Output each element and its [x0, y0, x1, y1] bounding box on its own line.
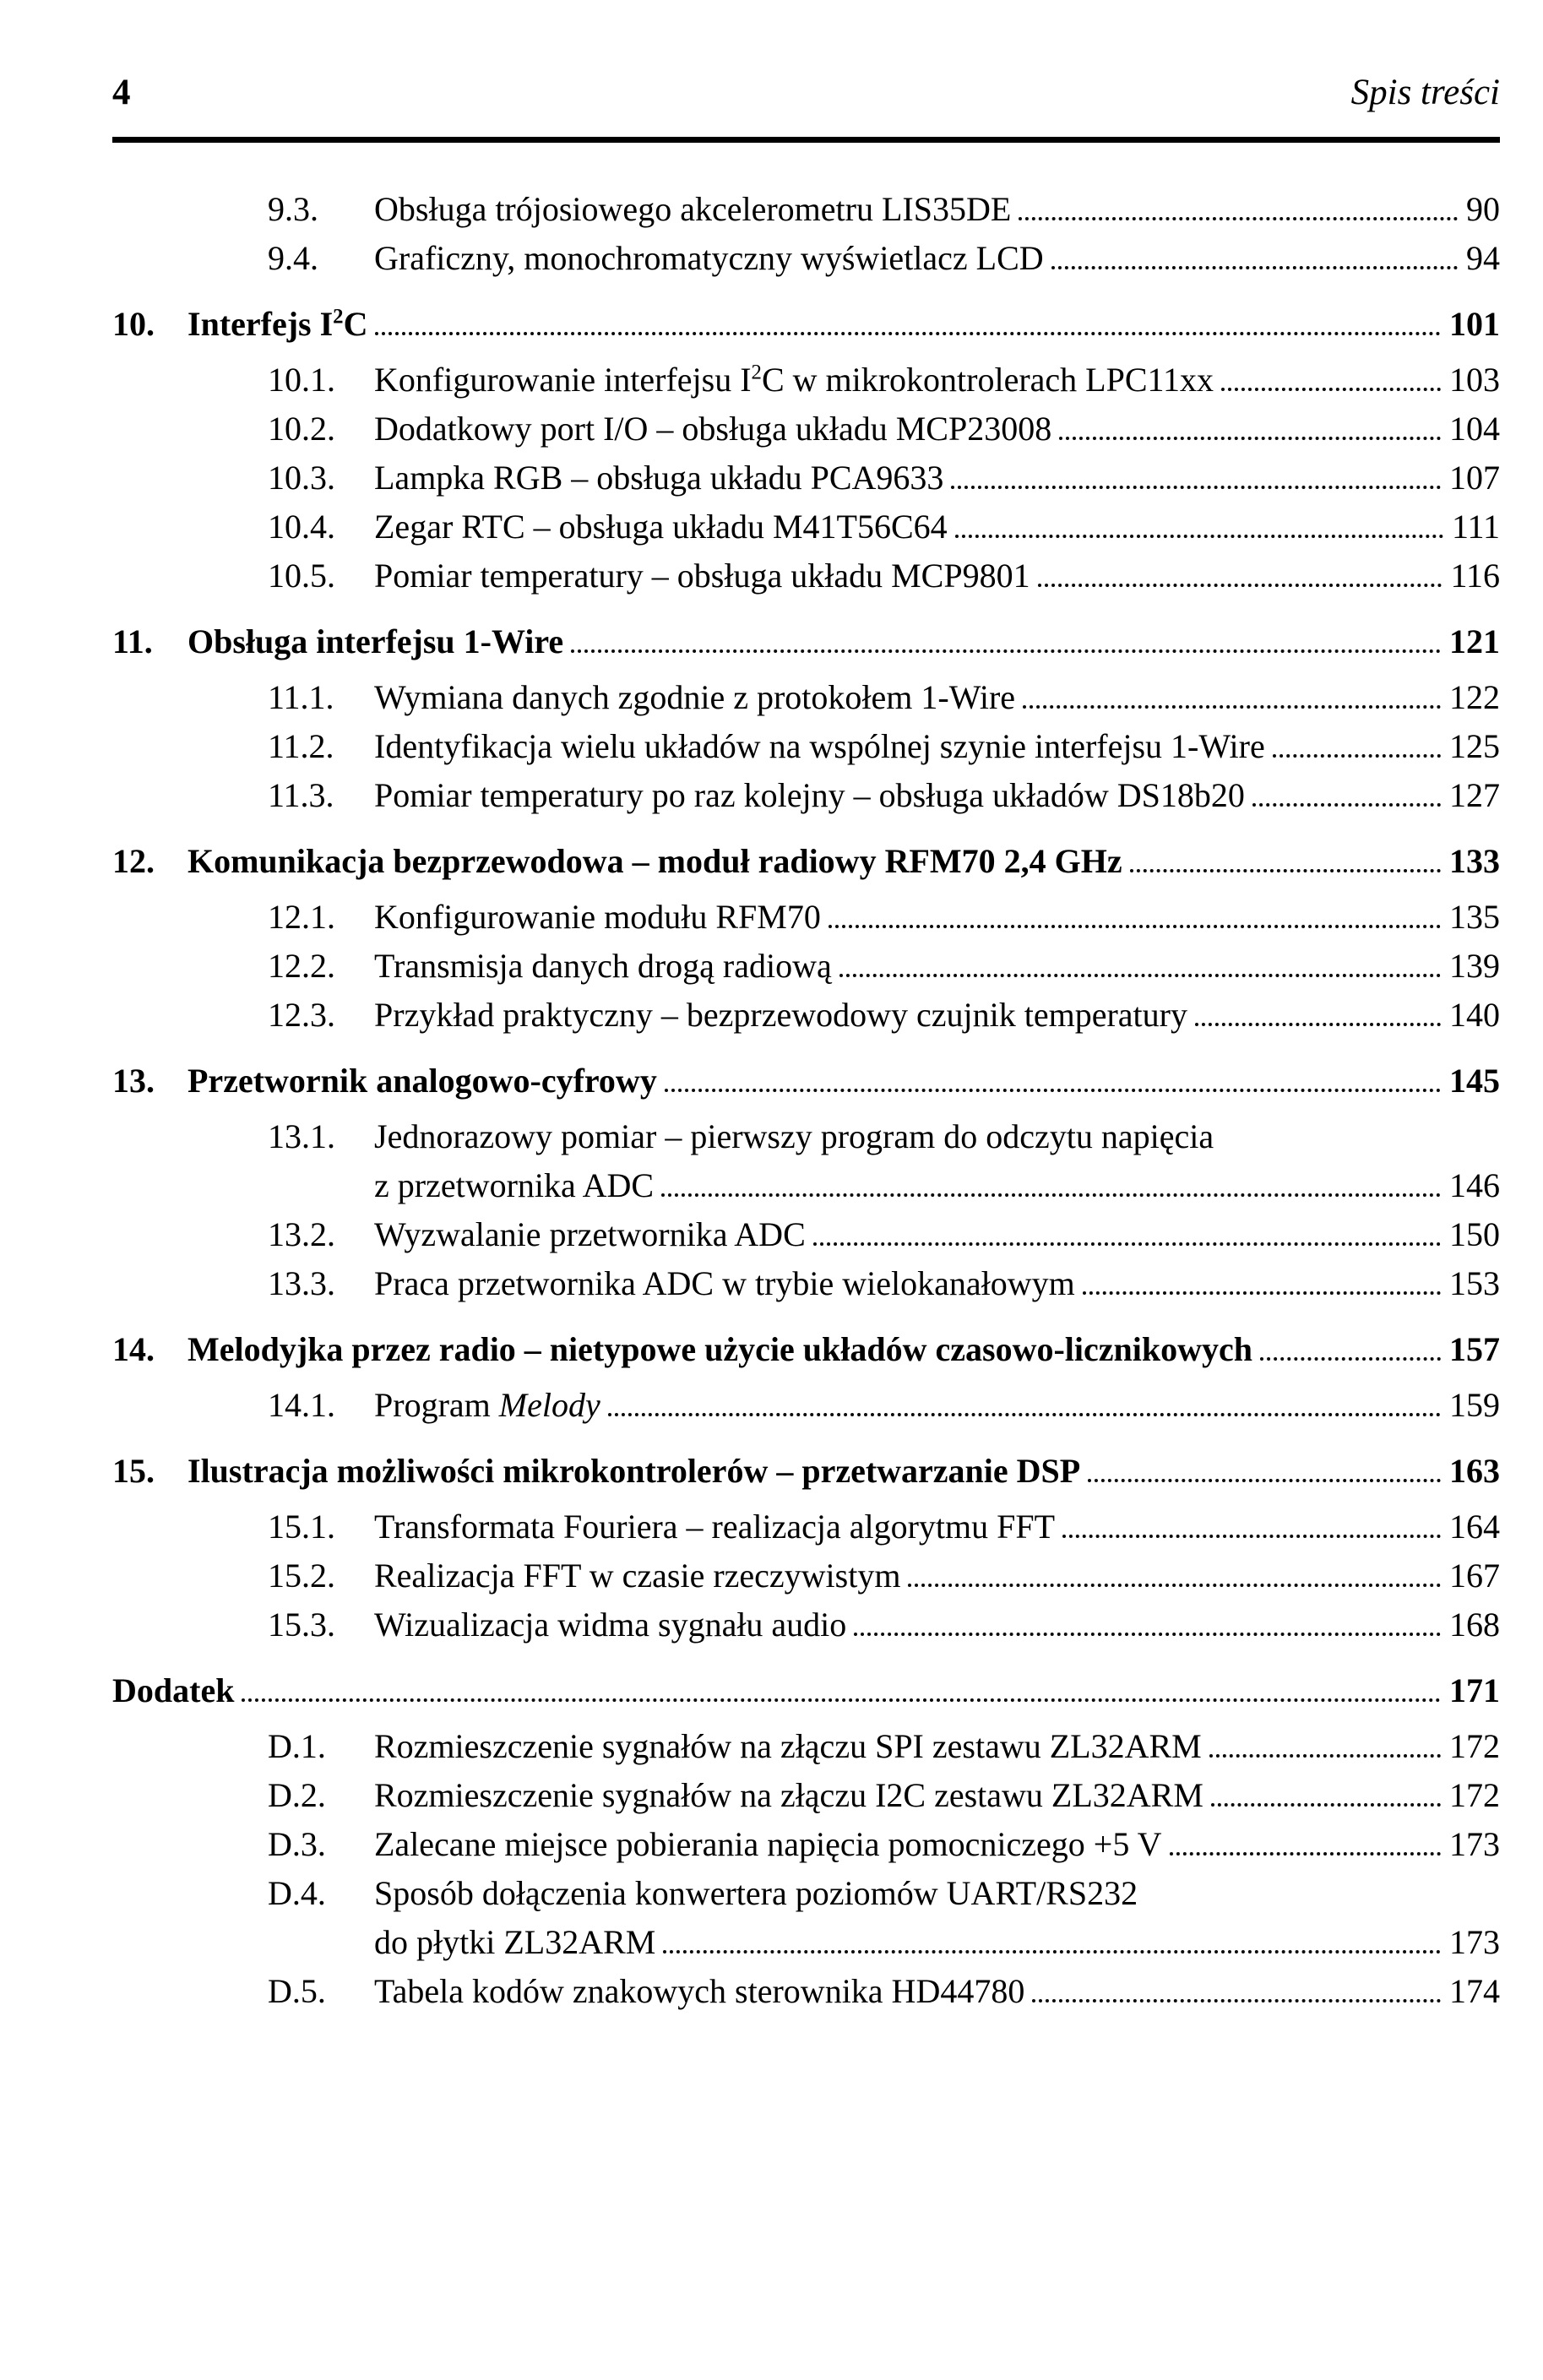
dot-leader	[665, 1089, 1441, 1092]
entry-number: 12.2.	[268, 947, 335, 985]
header-rule	[112, 137, 1500, 143]
entry-title: Interfejs $I^2C$	[187, 305, 368, 343]
dot-leader	[1088, 1479, 1441, 1482]
entry-title: do płytki ZL32ARM	[374, 1923, 656, 1961]
entry-title: Obsługa interfejsu 1-Wire	[187, 622, 564, 660]
entry-page: 146	[1449, 1166, 1500, 1204]
toc-entry	[112, 1061, 1500, 1113]
entry-title: Graficzny, monochromatyczny wyświetlacz LCD	[374, 239, 1044, 277]
toc-entry	[112, 1263, 1500, 1312]
toc-entry	[112, 726, 1500, 775]
dot-leader	[1059, 437, 1441, 440]
toc-entry	[112, 1605, 1500, 1654]
dot-leader	[1051, 266, 1458, 269]
entry-page: 127	[1449, 776, 1500, 814]
entry-number: 12.1.	[268, 898, 335, 936]
entry-number: D.3.	[268, 1825, 326, 1863]
entry-page: 167	[1449, 1557, 1500, 1595]
entry-page: 101	[1449, 305, 1500, 343]
dot-leader	[1260, 1357, 1441, 1361]
dot-leader	[1209, 1754, 1441, 1758]
dot-leader	[955, 535, 1443, 538]
entry-page: 163	[1449, 1452, 1500, 1490]
toc-entry	[112, 1775, 1500, 1824]
entry-title: Dodatek	[112, 1671, 235, 1709]
entry-page: 107	[1449, 459, 1500, 497]
page-header	[112, 73, 1500, 112]
entry-number: 11.3.	[268, 776, 334, 814]
entry-title: Transformata Fouriera – realizacja algorytmu FFT	[374, 1508, 1056, 1546]
entry-title: Rozmieszczenie sygnałów na złączu SPI zestawu ZL32ARM	[374, 1727, 1202, 1765]
toc-entry	[112, 556, 1500, 605]
entry-title: Tabela kodów znakowych sterownika HD44780	[374, 1972, 1025, 2010]
entry-title: Jednorazowy pomiar – pierwszy program do odczytu napięcia	[374, 1117, 1214, 1155]
entry-number: 12.3.	[268, 996, 335, 1034]
entry-number: 10.2.	[268, 410, 335, 448]
toc-entry	[112, 1166, 1500, 1214]
toc-entry	[112, 1971, 1500, 2020]
toc-entry	[112, 1873, 1500, 1922]
dot-leader	[854, 1633, 1441, 1636]
entry-page: 125	[1449, 727, 1500, 765]
entry-title: Rozmieszczenie sygnałów na złączu I2C zestawu ZL32ARM	[374, 1776, 1203, 1814]
toc-entry	[112, 360, 1500, 409]
entry-page: 168	[1449, 1606, 1500, 1644]
toc-entry	[112, 622, 1500, 674]
toc-entry	[112, 1671, 1500, 1723]
entry-title: Komunikacja bezprzewodowa – moduł radiowy RFM70 2,4 GHz	[187, 842, 1122, 880]
toc-entry	[112, 1385, 1500, 1434]
dot-leader	[1252, 803, 1441, 807]
entry-number: 15.	[112, 1452, 155, 1490]
toc-entry	[112, 1329, 1500, 1382]
entry-title: Transmisja danych drogą radiową	[374, 947, 832, 985]
entry-title: Pomiar temperatury – obsługa układu MCP9801	[374, 557, 1030, 595]
entry-number: 11.2.	[268, 727, 334, 765]
entry-title: Zalecane miejsce pobierania napięcia pomocniczego +5 V	[374, 1825, 1162, 1863]
entry-number: 13.3.	[268, 1264, 335, 1302]
entry-page: 121	[1449, 622, 1500, 660]
entry-number: D.2.	[268, 1776, 326, 1814]
entry-number: 9.3.	[268, 190, 318, 228]
entry-number: 11.	[112, 622, 153, 660]
entry-page: 103	[1449, 361, 1500, 399]
dot-leader	[813, 1242, 1441, 1246]
entry-page: 172	[1449, 1776, 1500, 1814]
entry-title: Przetwornik analogowo-cyfrowy	[187, 1062, 657, 1100]
toc-entry	[112, 1824, 1500, 1873]
entry-number: 11.1.	[268, 678, 334, 716]
entry-number: D.4.	[268, 1874, 326, 1912]
entry-title: Praca przetwornika ADC w trybie wielokanałowym	[374, 1264, 1075, 1302]
entry-page: 174	[1449, 1972, 1500, 2010]
entry-number: 15.1.	[268, 1508, 335, 1546]
entry-page: 90	[1466, 190, 1500, 228]
entry-title: Pomiar temperatury po raz kolejny – obsługa układów DS18b20	[374, 776, 1245, 814]
entry-number: 12.	[112, 842, 155, 880]
entry-number: 13.1.	[268, 1117, 335, 1155]
table-of-contents	[112, 189, 1500, 2020]
toc-entry	[112, 1507, 1500, 1556]
entry-page: 122	[1449, 678, 1500, 716]
entry-title: Sposób dołączenia konwertera poziomów UART/RS232	[374, 1874, 1138, 1912]
entry-page: 150	[1449, 1215, 1500, 1253]
entry-title: Konfigurowanie modułu RFM70	[374, 898, 821, 936]
toc-entry	[112, 897, 1500, 946]
toc-entry	[112, 1922, 1500, 1971]
dot-leader	[1023, 705, 1441, 709]
dot-leader	[1221, 388, 1441, 391]
entry-title: Przykład praktyczny – bezprzewodowy czujnik temperatury	[374, 996, 1187, 1034]
toc-entry	[112, 304, 1500, 356]
entry-page: 173	[1449, 1923, 1500, 1961]
dot-leader	[1019, 217, 1458, 220]
entry-page: 153	[1449, 1264, 1500, 1302]
entry-title: Melodyjka przez radio – nietypowe użycie układów czasowo-licznikowych	[187, 1330, 1252, 1368]
toc-entry	[112, 677, 1500, 726]
entry-title: Zegar RTC – obsługa układu M41T56C64	[374, 508, 948, 546]
entry-page: 104	[1449, 410, 1500, 448]
entry-page: 159	[1449, 1386, 1500, 1424]
dot-leader	[242, 1698, 1441, 1702]
entry-page: 94	[1466, 239, 1500, 277]
entry-number: 10.5.	[268, 557, 335, 595]
toc-entry	[112, 1556, 1500, 1605]
entry-page: 145	[1449, 1062, 1500, 1100]
entry-page: 171	[1449, 1671, 1500, 1709]
entry-page: 140	[1449, 996, 1500, 1034]
entry-number: 14.1.	[268, 1386, 335, 1424]
toc-entry	[112, 775, 1500, 824]
entry-page: 133	[1449, 842, 1500, 880]
toc-entry	[112, 409, 1500, 458]
entry-title: Obsługa trójosiowego akcelerometru LIS35DE	[374, 190, 1012, 228]
dot-leader	[908, 1584, 1441, 1587]
dot-leader	[1195, 1023, 1441, 1026]
entry-number: 10.1.	[268, 361, 335, 399]
entry-title: Realizacja FFT w czasie rzeczywistym	[374, 1557, 901, 1595]
entry-number: D.1.	[268, 1727, 326, 1765]
toc-entry	[112, 1214, 1500, 1263]
dot-leader	[1083, 1291, 1441, 1295]
dot-leader	[375, 332, 1441, 335]
dot-leader	[663, 1950, 1441, 1953]
entry-number: 15.3.	[268, 1606, 335, 1644]
entry-number: 13.2.	[268, 1215, 335, 1253]
entry-page: 172	[1449, 1727, 1500, 1765]
entry-number: 13.	[112, 1062, 155, 1100]
toc-entry	[112, 946, 1500, 995]
dot-leader	[839, 974, 1441, 977]
entry-title: Wymiana danych zgodnie z protokołem 1-Wire	[374, 678, 1016, 716]
dot-leader	[1062, 1535, 1441, 1538]
toc-entry	[112, 1117, 1500, 1166]
entry-number: 10.3.	[268, 459, 335, 497]
dot-leader	[829, 925, 1441, 928]
entry-page: 164	[1449, 1508, 1500, 1546]
entry-title: Lampka RGB – obsługa układu PCA9633	[374, 459, 944, 497]
toc-entry	[112, 238, 1500, 287]
entry-page: 135	[1449, 898, 1500, 936]
toc-entry	[112, 458, 1500, 507]
dot-leader	[1032, 1999, 1441, 2002]
dot-leader	[571, 649, 1441, 653]
entry-title: Dodatkowy port I/O – obsługa układu MCP23008	[374, 410, 1052, 448]
entry-number: 9.4.	[268, 239, 318, 277]
entry-page: 116	[1450, 557, 1500, 595]
dot-leader	[1130, 869, 1441, 872]
toc-entry	[112, 995, 1500, 1044]
entry-title: Konfigurowanie interfejsu $I^2C$ w mikrokontrolerach LPC11xx	[374, 361, 1214, 399]
entry-number: 10.	[112, 305, 155, 343]
dot-leader	[608, 1413, 1441, 1416]
toc-entry	[112, 507, 1500, 556]
entry-title: Identyfikacja wielu układów na wspólnej szynie interfejsu 1-Wire	[374, 727, 1265, 765]
toc-entry	[112, 1726, 1500, 1775]
entry-number: 15.2.	[268, 1557, 335, 1595]
header-running-title: Spis treści	[1350, 73, 1500, 112]
header-page-number: 4	[112, 73, 131, 112]
entry-page: 157	[1449, 1330, 1500, 1368]
entry-page: 139	[1449, 947, 1500, 985]
entry-page: 111	[1451, 508, 1500, 546]
entry-title: Wizualizacja widma sygnału audio	[374, 1606, 847, 1644]
entry-title: Wyzwalanie przetwornika ADC	[374, 1215, 806, 1253]
entry-number: D.5.	[268, 1972, 326, 2010]
dot-leader	[1170, 1852, 1442, 1856]
entry-title: z przetwornika ADC	[374, 1166, 655, 1204]
entry-title: Ilustracja możliwości mikrokontrolerów – przetwarzanie DSP	[187, 1452, 1081, 1490]
toc-entry	[112, 1451, 1500, 1503]
toc-entry	[112, 841, 1500, 894]
entry-title: Program Melody	[374, 1386, 600, 1424]
entry-page: 173	[1449, 1825, 1500, 1863]
dot-leader	[661, 1193, 1441, 1197]
toc-entry	[112, 189, 1500, 238]
entry-number: 10.4.	[268, 508, 335, 546]
dot-leader	[1273, 754, 1441, 758]
dot-leader	[951, 486, 1441, 489]
dot-leader	[1211, 1803, 1441, 1807]
dot-leader	[1038, 584, 1442, 587]
entry-number: 14.	[112, 1330, 155, 1368]
